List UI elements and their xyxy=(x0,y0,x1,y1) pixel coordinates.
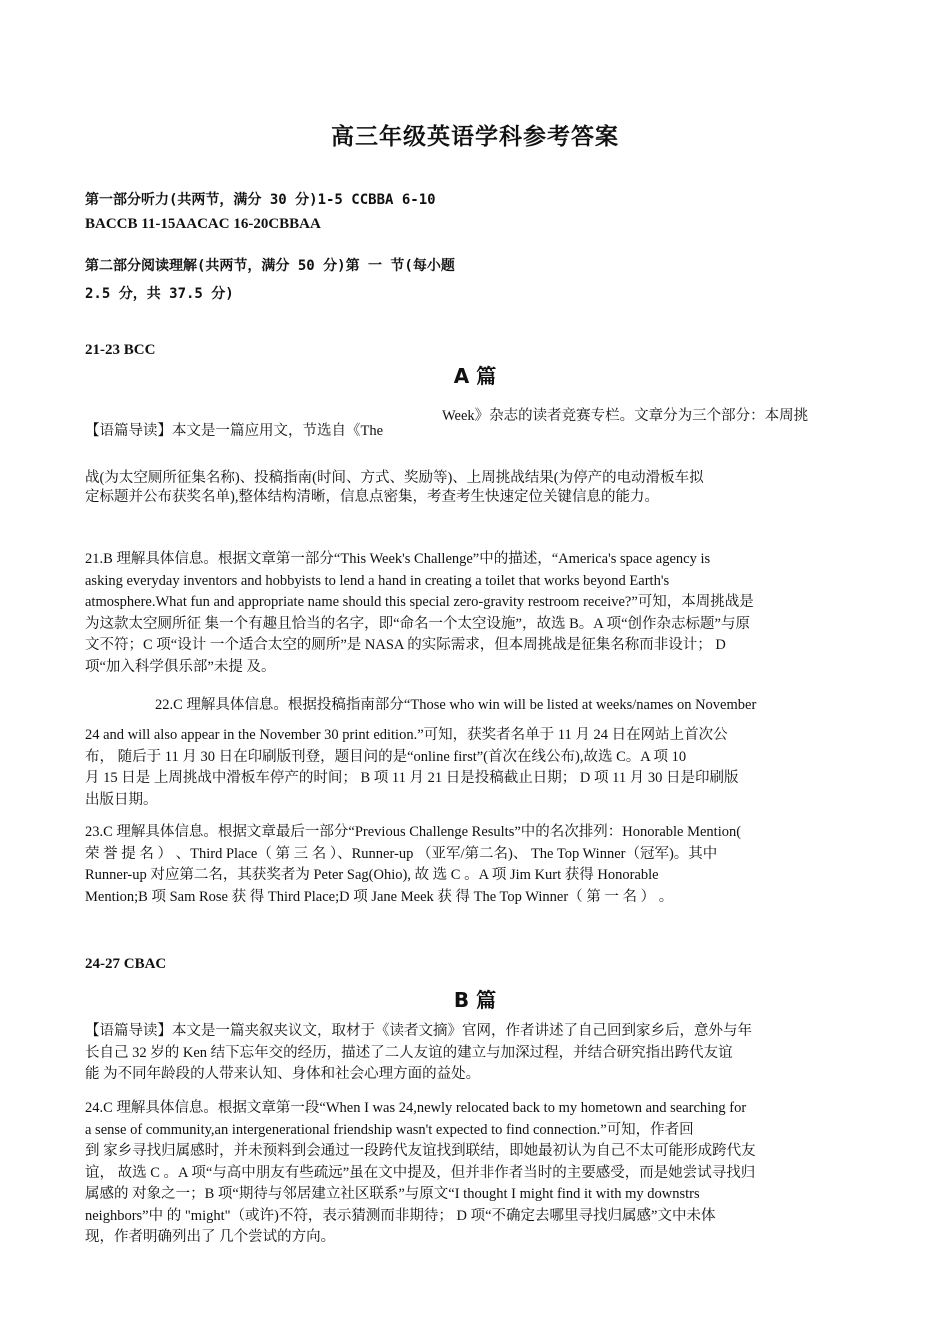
page-title: 高三年级英语学科参考答案 xyxy=(331,124,619,150)
text-line: 【语篇导读】本文是一篇夹叙夹议文，取材于《读者文摘》官网，作者讲述了自己回到家乡后，意外与年 xyxy=(85,1023,752,1039)
text-line: 为这款太空厕所征 集一个有趣且恰当的名字，即“命名一个太空设施”，故选 B。A 项“创作杂志标题”与原 xyxy=(85,615,750,632)
text-line: Runner-up 对应第二名，其获奖者为 Peter Sag(Ohio), 故 选 C 。A 项 Jim Kurt 获得 Honorable xyxy=(85,867,659,883)
q21-explanation xyxy=(85,549,864,678)
section-b-answers: 24-27 CBAC xyxy=(85,956,167,972)
q22-first-line: 22.C 理解具体信息。根据投稿指南部分“Those who win will be listed at weeks/names on November xyxy=(155,697,757,713)
part1-line1: 第一部分听力(共两节，满分 30 分)1-5 CCBBA 6-10 xyxy=(85,192,436,208)
section-a-intro-left: 【语篇导读】本文是一篇应用文，节选自《The xyxy=(85,423,384,439)
text-line: 21.B 理解具体信息。根据文章第一部分“This Week's Challenge”中的描述，“America's space agency is xyxy=(85,551,711,567)
section-b-intro xyxy=(85,1021,864,1086)
text-line: 文不符；C 项“设计 一个适合太空的厕所”是 NASA 的实际需求，但本周挑战是征集名称而非设计； D xyxy=(85,637,726,653)
text-line: 出版日期。 xyxy=(85,791,158,808)
section-a-intro-line3: 战(为太空厕所征集名称)、投稿指南(时间、方式、奖励等)、上周挑战结果(为停产的电动滑板车拟 xyxy=(85,470,704,486)
q23-explanation xyxy=(85,822,864,908)
text-line: Mention;B 项 Sam Rose 获 得 Third Place;D 项 Jane Meek 获 得 The Top Winner（ 第 一 名 ） 。 xyxy=(85,888,674,905)
text-line: 到 家乡寻找归属感时，并未预料到会通过一段跨代友谊找到联结，即她最初认为自己不太可能形成跨代友 xyxy=(85,1143,756,1159)
text-line: 属感的 对象之一；B 项“期待与邻居建立社区联系”与原文“I thought I might find it with my downstrs xyxy=(85,1186,700,1202)
part2-line1: 第二部分阅读理解(共两节，满分 50 分)第 一 节(每小题 xyxy=(85,258,455,274)
text-line: 24.C 理解具体信息。根据文章第一段“When I was 24,newly relocated back to my hometown and searching for xyxy=(85,1100,747,1116)
text-line: 布， 随后于 11 月 30 日在印刷版刊登，题目问的是“online first”(首次在线公布),故选 C。A 项 10 xyxy=(85,748,687,765)
part1-line2: BACCB 11-15AACAC 16-20CBBAA xyxy=(85,216,321,232)
text-line: 现，作者明确列出了 几个尝试的方向。 xyxy=(85,1229,336,1245)
text-line: neighbors”中 的 "might"（或许)不符，表示猜测而非期待； D 项“不确定去哪里寻找归属感”文中未体 xyxy=(85,1207,716,1224)
section-b-heading: B 篇 xyxy=(453,988,497,1012)
part2-line2: 2.5 分，共 37.5 分) xyxy=(85,286,234,302)
section-a-intro-line4: 定标题并公布获奖名单),整体结构清晰，信息点密集，考查考生快速定位关键信息的能力。 xyxy=(85,489,659,505)
text-line: 荣 誉 提 名 ） 、Third Place（ 第 三 名 ）、Runner-up （亚军/第二名)、 The Top Winner（冠军)。其中 xyxy=(85,845,718,862)
text-line: 长自己 32 岁的 Ken 结下忘年交的经历，描述了二人友谊的建立与加深过程，并结合研究指出跨代友谊 xyxy=(85,1044,733,1061)
section-a-intro-right: Week》杂志的读者竞赛专栏。文章分为三个部分：本周挑 xyxy=(442,408,809,424)
text-line: 23.C 理解具体信息。根据文章最后一部分“Previous Challenge Results”中的名次排列：Honorable Mention( xyxy=(85,824,742,840)
text-line: 月 15 日是 上周挑战中滑板车停产的时间； B 项 11 月 21 日是投稿截止日期； D 项 11 月 30 日是印刷版 xyxy=(85,770,739,786)
text-line: 谊， 故选 C 。A 项“与高中朋友有些疏远”虽在文中提及，但并非作者当时的主要感受，而是她尝试寻找归 xyxy=(85,1164,756,1181)
section-a-answers: 21-23 BCC xyxy=(85,342,156,358)
text-line: asking everyday inventors and hobbyists to lend a hand in creating a toilet that works beyond Earth's xyxy=(85,572,670,589)
text-line: 项“加入科学俱乐部”未提 及。 xyxy=(85,658,276,675)
text-line: 能 为不同年龄段的人带来认知、身体和社会心理方面的益处。 xyxy=(85,1066,481,1082)
text-line: 24 and will also appear in the November 30 print edition.”可知，获奖者名单于 11 月 24 日在网站上首次公 xyxy=(85,727,728,743)
q22-explanation xyxy=(85,725,864,811)
q24-explanation xyxy=(85,1098,864,1249)
text-line: atmosphere.What fun and appropriate name should this special zero-gravity restroom receive?”可知，本周挑战是 xyxy=(85,594,754,610)
text-line: a sense of community,an intergenerational friendship wasn't expected to find connection.”可知，作者回 xyxy=(85,1121,694,1138)
section-a-heading: A 篇 xyxy=(453,364,497,388)
